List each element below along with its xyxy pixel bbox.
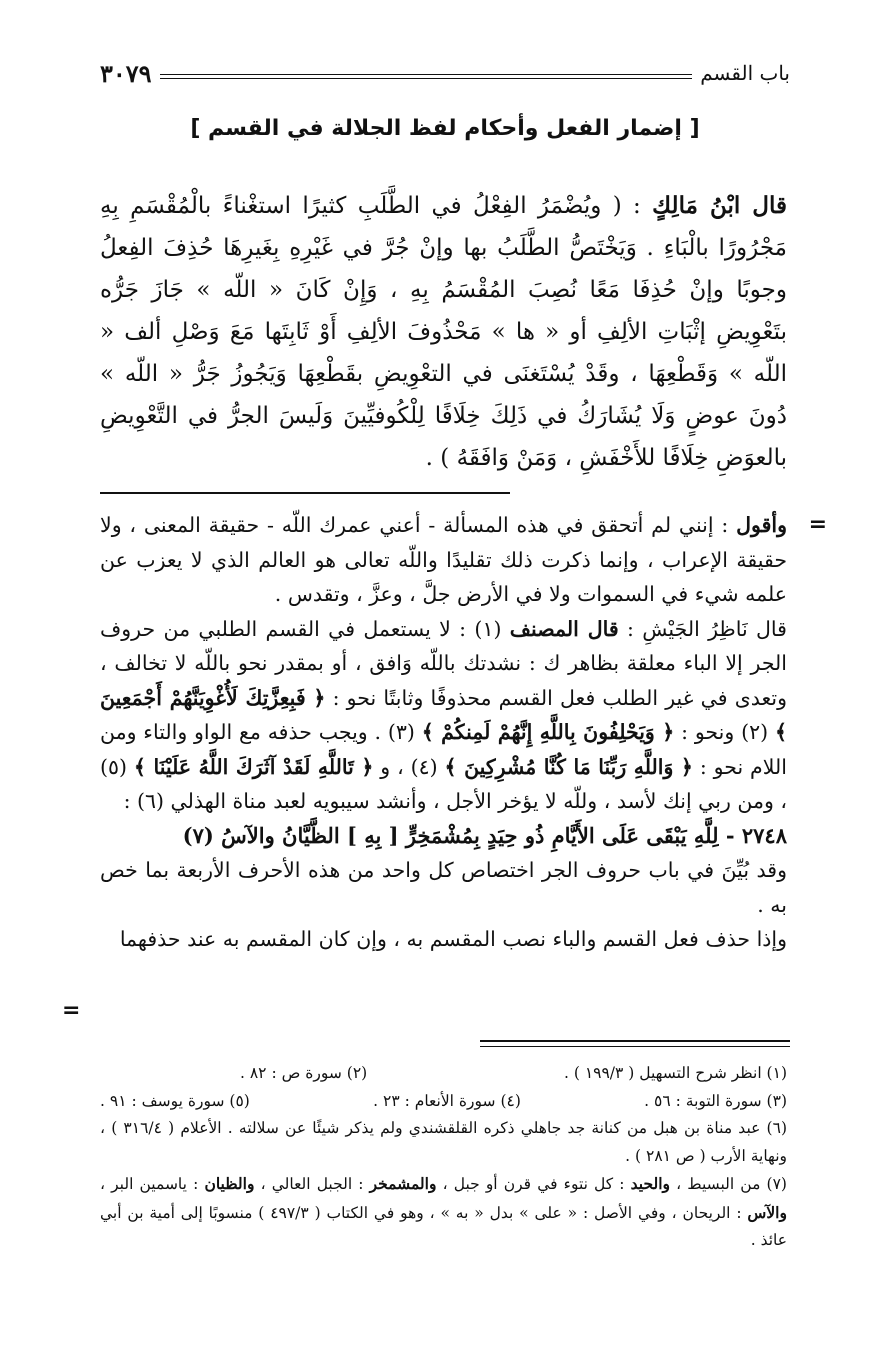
header-rule [160, 74, 693, 79]
running-header [100, 56, 790, 90]
footnote [100, 1170, 787, 1255]
page-number: ٣٠٧٩ [100, 58, 152, 88]
matn-separator [100, 492, 510, 494]
footnote-term: والآس [747, 1202, 787, 1222]
quran-quote: ﴿ فَبِعِزَّتِكَ لَأُغْوِيَنَّهُمْ أَجْمَعِينَ ﴾ [100, 685, 787, 744]
commentary [100, 508, 787, 957]
commentary-lead: وأقول [736, 513, 787, 537]
footnote-row [100, 1060, 787, 1088]
matn-body: : ( ويُضْمَرُ الفِعْلُ في الطَّلَبِ كثيرًا استغْناءً بالْمُقْسَمِ بِهِ مَجْرُورًا بالْبَاءِ . وَيَخْتَصُّ الطَّلَبُ بها وإنْ جُرَّ في غَيْرِهِ بِغَيرِهَا حُذِفَ الفِعلُ وجوبًا وإنْ حُذِفَا مَعًا نُصِبَ المُقْسَمُ بِهِ ، وَإِنْ كَانَ « اللّه » جَازَ جَرُّه بتَعْوِيضِ إثْبَاتِ الألِفِ أو « ها » مَحْذُوفَ الألِفِ أَوْ ثَابِتَها مَعَ وَصْلِ ألف « اللّه » وَقَطْعِهَا ، وقَدْ يُسْتَغنَى في التعْوِيضِ بقَطْعِهَا وَيَجُوزُ جَرُّ « اللّه » دُونَ عوضٍ وَلَا يُشَارَكُ في ذَلِكَ خِلَافًا لِلْكُوفيِّينَ وَلَيسَ الجرُّ في التَّعْوِيضِ بالعوَضِ خِلَافًا للأَخْفَشِ ، وَمَنْ وَافَقَهُ ) . [100, 193, 788, 471]
footnote: (٥) سورة يوسف : ٩١ . [100, 1091, 250, 1110]
footnote-text: : الريحان ، وفي الأصل : « على » بدل « به » ، وهو في الكتاب ( ٤٩٧/٣ ) منسوبًا إلى أمية بن أبي عائذ . [100, 1203, 787, 1249]
matn-speaker: قال ابْنُ مَالِكٍ [652, 192, 788, 219]
continuation-mark: = [808, 512, 827, 537]
nazir-aljaysh: قال نَاظِرُ الجَيْشِ : [627, 616, 787, 641]
footnote-ref: (٥) [100, 754, 128, 779]
matn-text [100, 185, 787, 479]
commentary-text: ونحو : [681, 720, 735, 744]
commentary-text: (١) : لا يستعمل في القسم الطلبي من حروف الجر إلا الباء معلقة بظاهر ك : نشدتك باللّه وَافق ، أو بمقدر نحو باللّه لا تخالف ، وتعدى في غير الطلب فعل القسم محذوفًا وثابتًا نحو : [100, 616, 787, 710]
footnote-term: والظيان [204, 1174, 255, 1193]
footnote-row [100, 1088, 787, 1116]
footnote-rule [480, 1046, 790, 1047]
commentary-paragraph [100, 508, 787, 612]
commentary-text: : إنني لم أتحقق في هذه المسألة - أعني عمرك اللّه - حقيقة المعنى ، ولا حقيقة الإعراب ، وإنما ذكرت ذلك تقليدًا واللّه تعالى هو العالم الذي لا يعزب عن علمه شيء في السموات ولا في الأرض جلَّ ، وعزَّ ، وتقدس . [100, 513, 787, 606]
quran-quote: ﴿ وَاللَّهِ رَبِّنَا مَا كُنَّا مُشْرِكِينَ ﴾ [444, 754, 693, 779]
section-title: [ إضمار الفعل وأحكام لفظ الجلالة في القسم ] [190, 116, 700, 141]
chapter-title: باب القسم [700, 61, 790, 85]
continuation-mark: = [62, 998, 81, 1023]
footnote-rule [480, 1040, 790, 1042]
footnote-term: والحيد [630, 1174, 670, 1193]
commentary-paragraph: وإذا حذف فعل القسم والباء نصب المقسم به ، وإن كان المقسم به عند حذفهما [119, 927, 787, 951]
footnote: (١) انظر شرح التسهيل ( ١٩٩/٣ ) . [563, 1064, 787, 1082]
footnote-term: والمشمخر [369, 1174, 437, 1193]
footnotes [100, 1060, 787, 1255]
footnote-text: (٧) من البسيط ، [676, 1175, 787, 1193]
commentary-text: ، و [380, 754, 404, 779]
quran-quote: ﴿ تَاللَّهِ لَقَدْ آثَرَكَ اللَّهُ عَلَيْنَا ﴾ [133, 754, 374, 779]
footnote-text: : كل نتوء في قرن أو جبل ، [442, 1175, 625, 1193]
footnote: (٢) سورة ص : ٨٢ . [240, 1064, 368, 1082]
commentary-text: . ويجب حذفه مع الواو والتاء ومن اللام نحو : [100, 720, 787, 779]
commentary-text: ، ومن ربي إنك لأسد ، وللّه لا يؤخر الأجل ، وأنشد سيبويه لعبد مناة الهذلي (٦) : [123, 789, 787, 813]
footnote: (٦) عبد مناة بن هبل من كنانة جد جاهلي ذكره القلقشندي ولم يذكر شيئًا عن سلالته . الأعلام ( ٣١٦/٤ ) ، ونهاية الأرب ( ص ٢٨١ ) . [100, 1119, 787, 1165]
footnote: (٣) سورة التوبة : ٥٦ . [644, 1091, 787, 1110]
footnote-text: : ياسمين البر ، [100, 1175, 199, 1193]
quran-quote: ﴿ وَيَحْلِفُونَ بِاللَّهِ إِنَّهُمْ لَمِنكُمْ ﴾ [421, 720, 675, 744]
footnote-ref: (٣) [387, 720, 415, 744]
commentary-paragraph [100, 612, 787, 819]
commentary-paragraph: وقد بُيِّنَ في باب حروف الجر اختصاص كل واحد من هذه الأحرف الأربعة بما خص به . [100, 858, 787, 917]
footnote: (٤) سورة الأنعام : ٢٣ . [373, 1091, 521, 1110]
footnote-ref: (٢) [741, 720, 769, 744]
footnote-text: : الجبل العالي ، [260, 1175, 364, 1193]
poetry-verse: ٢٧٤٨ - لِلَّهِ يَبْقَى عَلَى الأَيَّامِ ذُو حِيَدٍ بِمُشْمَخِرٍّ [ بِهِ ] الظَّيَّانُ والآسُ (٧) [182, 822, 787, 848]
author-lead: قال المصنف [509, 616, 619, 641]
footnote-ref: (٤) [410, 754, 438, 779]
